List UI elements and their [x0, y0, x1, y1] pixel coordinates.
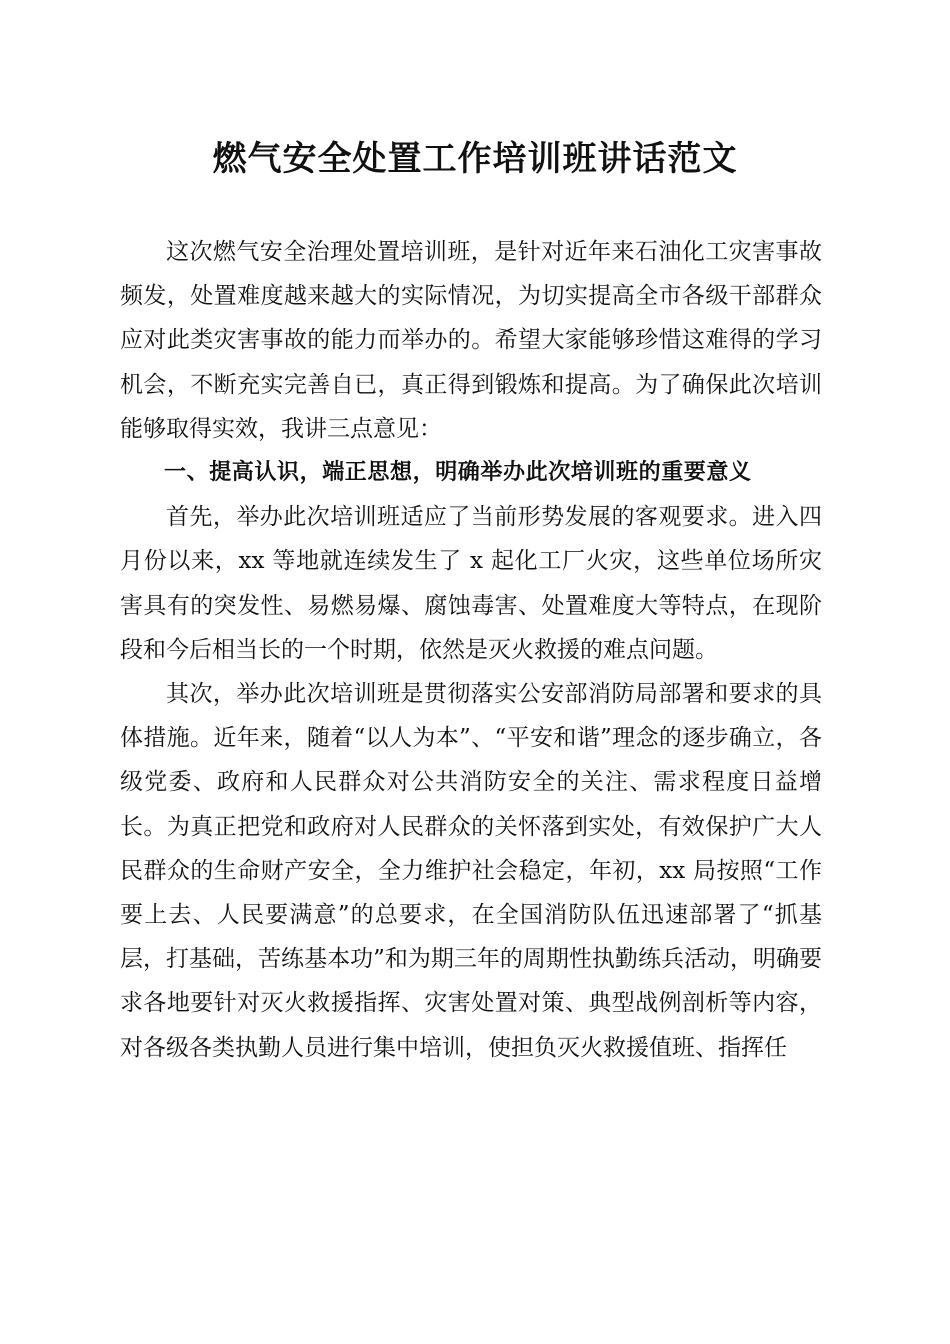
document-body	[120, 230, 822, 1070]
section-heading-1: 一、提高认识，端正思想，明确举办此次培训班的重要意义	[164, 460, 752, 486]
paragraph-second: 其次，举办此次培训班是贯彻落实公安部消防局部署和要求的具体措施。近年来，随着“以人为本”、“平安和谐”理念的逐步确立，各级党委、政府和人民群众对公共消防安全的关注、需求程度日益增长。为真正把党和政府对人民群众的关怀落到实处，有效保护广大人民群众的生命财产安全，全力维护社会稳定，年初，xx 局按照“工作要上去、人民要满意”的总要求，在全国消防队伍迅速部署了“抓基层，打基础，苦练基本功”和为期三年的周期性执勤练兵活动，明确要求各地要针对灭火救援指挥、灾害处置对策、典型战例剖析等内容，对各级各类执勤人员进行集中培训，使担负灭火救援值班、指挥任	[120, 681, 822, 1061]
document-title: 燃气安全处置工作培训班讲话范文	[212, 139, 738, 179]
paragraph-first: 首先，举办此次培训班适应了当前形势发展的客观要求。进入四月份以来，xx 等地就连续发生了 x 起化工厂火灾，这些单位场所灾害具有的突发性、易燃易爆、腐蚀毒害、处置难度大等特点，在现阶段和今后相当长的一个时期，依然是灭火救援的难点问题。	[120, 504, 822, 663]
paragraph-intro: 这次燃气安全治理处置培训班，是针对近年来石油化工灾害事故频发，处置难度越来越大的实际情况，为切实提高全市各级干部群众应对此类灾害事故的能力而举办的。希望大家能够珍惜这难得的学习机会，不断充实完善自已，真正得到锻炼和提高。为了确保此次培训能够取得实效，我讲三点意见：	[120, 239, 822, 442]
